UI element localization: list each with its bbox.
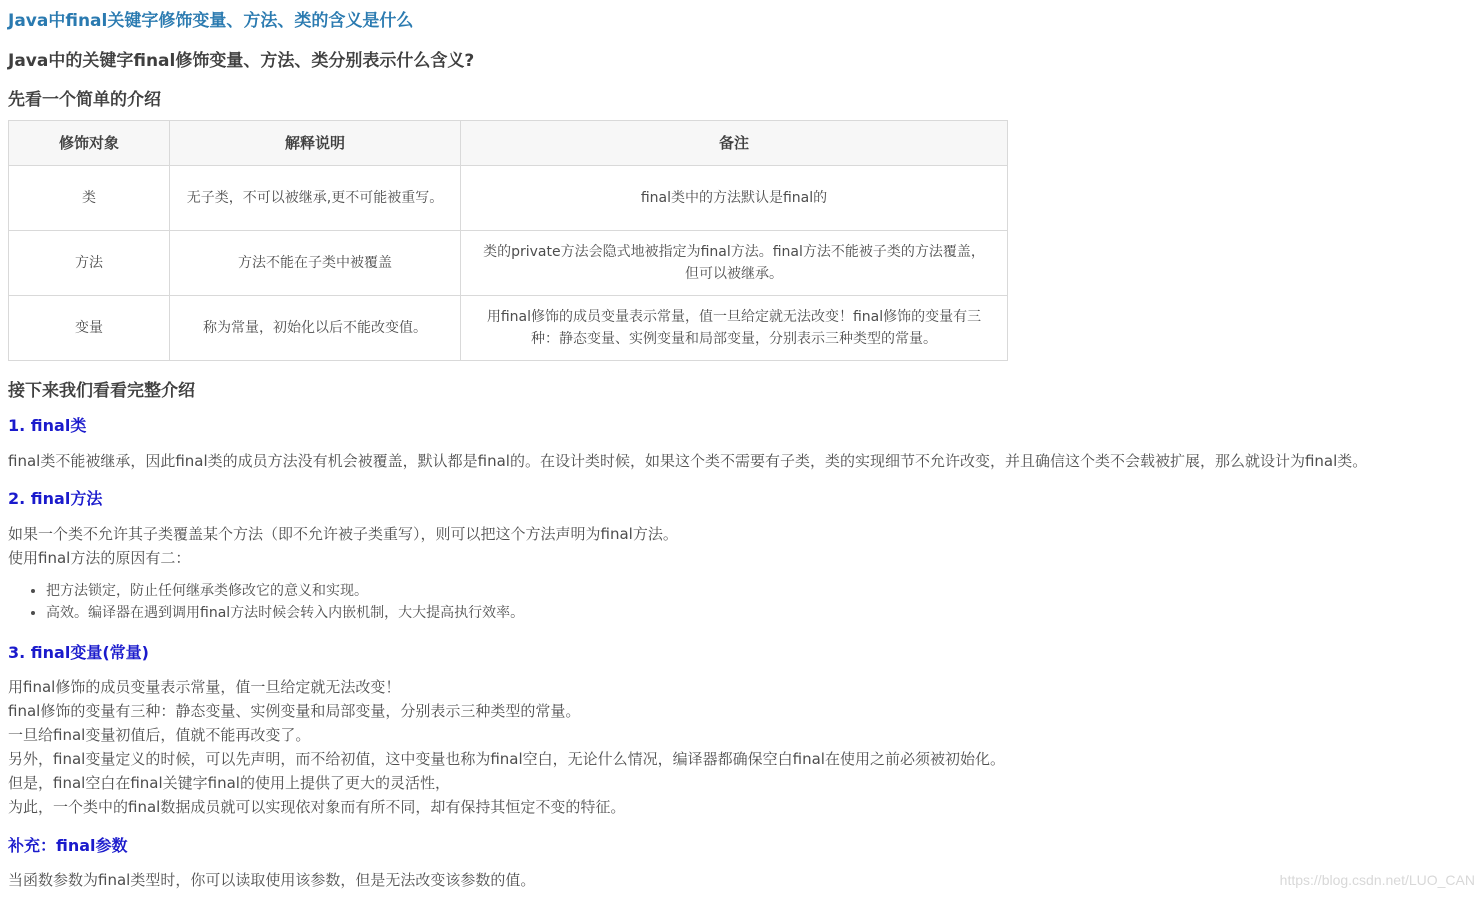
question-heading: Java中的关键字final修饰变量、方法、类分别表示什么含义? <box>8 51 475 71</box>
full-intro-heading: 接下来我们看看完整介绍 <box>8 381 195 401</box>
table-cell-note: 用final修饰的成员变量表示常量，值一旦给定就无法改变！final修饰的变量有三种：静态变量、实例变量和局部变量，分别表示三种类型的常量。 <box>461 296 1008 361</box>
table-row <box>9 296 1008 361</box>
section-final-class-text: final类不能被继承，因此final类的成员方法没有机会被覆盖，默认都是final的。在设计类时候，如果这个类不需要有子类，类的实现细节不允许改变，并且确信这个类不会载被扩展，那么就设计为final类。 <box>8 452 1368 470</box>
final-variable-line: 用final修饰的成员变量表示常量，值一旦给定就无法改变！ <box>8 678 401 696</box>
table-header-row <box>9 121 1008 166</box>
table-cell-target: 方法 <box>9 231 170 296</box>
table-cell-target: 类 <box>9 166 170 231</box>
final-variable-line: 另外，final变量定义的时候，可以先声明，而不给初值，这中变量也称为final空白，无论什么情况，编译器都确保空白final在使用之前必须被初始化。 <box>8 750 1005 768</box>
final-summary-table <box>8 120 1008 361</box>
table-header-explain: 解释说明 <box>170 121 461 166</box>
article-title[interactable]: Java中final关键字修饰变量、方法、类的含义是什么 <box>8 11 414 31</box>
final-method-reasons-list <box>8 580 524 624</box>
list-item: • 把方法锁定，防止任何继承类修改它的意义和实现。 <box>46 580 524 602</box>
section-final-class-heading: 1. final类 <box>8 416 87 435</box>
table-header-note: 备注 <box>461 121 1008 166</box>
table-header-target: 修饰对象 <box>9 121 170 166</box>
table-cell-explain: 无子类，不可以被继承,更不可能被重写。 <box>170 166 461 231</box>
table-cell-note: final类中的方法默认是final的 <box>461 166 1008 231</box>
final-variable-line: 但是，final空白在final关键字final的使用上提供了更大的灵活性， <box>8 774 450 792</box>
table-cell-explain: 称为常量，初始化以后不能改变值。 <box>170 296 461 361</box>
table-cell-explain: 方法不能在子类中被覆盖 <box>170 231 461 296</box>
final-variable-line: 一旦给final变量初值后，值就不能再改变了。 <box>8 726 311 744</box>
section-final-parameter-heading: 补充：final参数 <box>8 836 128 855</box>
table-row <box>9 231 1008 296</box>
watermark: https://blog.csdn.net/LUO_CAN <box>1279 872 1475 888</box>
list-item: • 高效。编译器在遇到调用final方法时候会转入内嵌机制，大大提高执行效率。 <box>46 602 524 624</box>
table-row <box>9 166 1008 231</box>
final-variable-line: 为此，一个类中的final数据成员就可以实现依对象而有所不同，却有保持其恒定不变的特征。 <box>8 798 626 816</box>
final-parameter-text: 当函数参数为final类型时，你可以读取使用该参数，但是无法改变该参数的值。 <box>8 871 536 889</box>
table-cell-target: 变量 <box>9 296 170 361</box>
intro-heading: 先看一个简单的介绍 <box>8 90 161 110</box>
final-method-description: 如果一个类不允许其子类覆盖某个方法（即不允许被子类重写），则可以把这个方法声明为final方法。 <box>8 525 678 543</box>
section-final-variable-heading: 3. final变量(常量) <box>8 643 149 662</box>
section-final-method-heading: 2. final方法 <box>8 489 103 508</box>
table-cell-note: 类的private方法会隐式地被指定为final方法。final方法不能被子类的方法覆盖，但可以被继承。 <box>461 231 1008 296</box>
final-method-reasons-intro: 使用final方法的原因有二： <box>8 549 191 567</box>
final-variable-line: final修饰的变量有三种：静态变量、实例变量和局部变量，分别表示三种类型的常量。 <box>8 702 581 720</box>
